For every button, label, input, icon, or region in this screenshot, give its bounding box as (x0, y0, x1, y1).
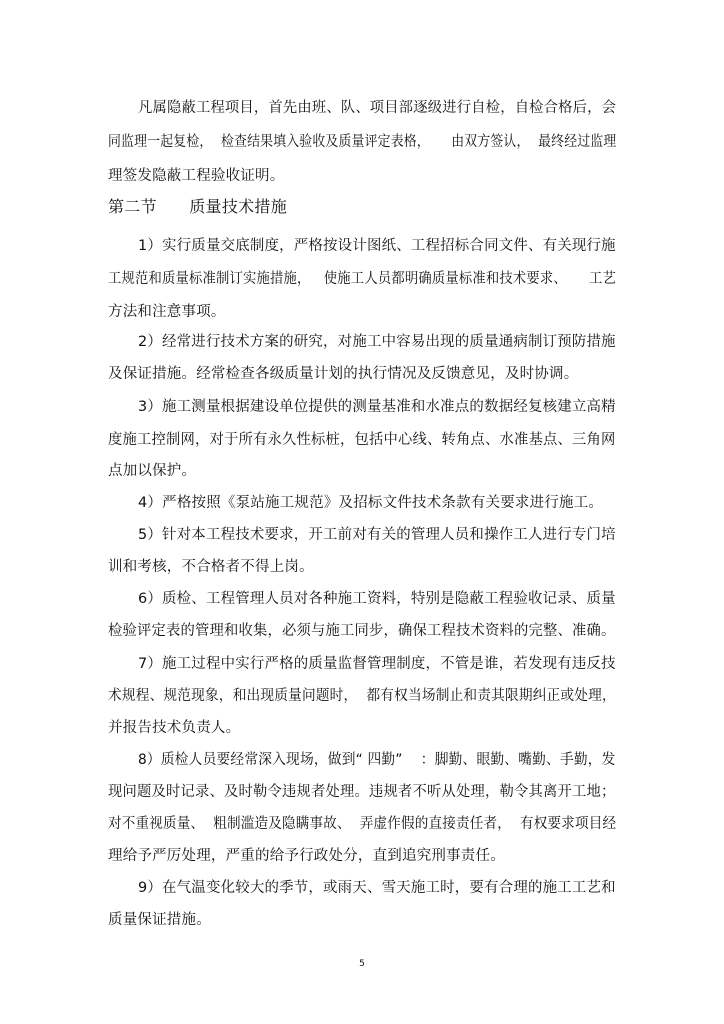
item-7-line-2: 术规程、规范现象，和出现质量问题时， 都有权当场制止和责其限期纠正或处理， (108, 688, 616, 704)
item-4-line-1: 4）严格按照《泵站施工规范》及招标文件技术条款有关要求进行施工。 (138, 495, 604, 511)
item-5-line-2: 训和考核，不合格者不得上岗。 (108, 559, 314, 575)
item-9-line-1: 9）在气温变化较大的季节，或雨天、雪天施工时，要有合理的施工工艺和 (138, 880, 616, 896)
item-8-line-1: 8）质检人员要经常深入现场，做到“ 四勤” ：脚勤、眼勤、嘴勤、手勤，发 (138, 752, 616, 768)
item-6-line-1: 6）质检、工程管理人员对各种施工资料，特别是隐蔽工程验收记录、质量 (138, 591, 616, 607)
item-6-line-2: 检验评定表的管理和收集，必须与施工同步，确保工程技术资料的完整、准确。 (108, 623, 616, 639)
intro-line-2: 同监理一起复检， 检查结果填入验收及质量评定表格， 由双方签认， 最终经过监理 (108, 134, 617, 150)
item-3-line-1: 3）施工测量根据建设单位提供的测量基准和水准点的数据经复核建立高精 (138, 399, 616, 415)
item-1-line-3: 方法和注意事项。 (108, 304, 226, 320)
item-1-line-2: 工规范和质量标准制订实施措施， 使施工人员都明确质量标准和技术要求、 工艺 (108, 271, 616, 287)
item-8-line-2: 现问题及时记录、及时勒令违规者处理。违规者不听从处理，勒令其离开工地； (108, 784, 616, 800)
item-1-line-1: 1）实行质量交底制度，严格按设计图纸、工程招标合同文件、有关现行施 (138, 238, 616, 254)
item-3-line-2: 度施工控制网，对于所有永久性标桩，包括中心线、转角点、水准基点、三角网 (108, 432, 616, 448)
section-heading: 第二节 质量技术措施 (108, 197, 288, 216)
item-8-line-4: 理给予严厉处理，严重的给予行政处分，直到追究刑事责任。 (108, 848, 505, 864)
item-9-line-2: 质量保证措施。 (108, 912, 211, 928)
item-8-line-3: 对不重视质量、 粗制滥造及隐瞒事故、 弄虚作假的直接责任者， 有权要求项目经 (108, 816, 617, 832)
item-2-line-1: 2）经常进行技术方案的研究，对施工中容易出现的质量通病制订预防措施 (138, 334, 616, 350)
page-number: 5 (359, 959, 365, 969)
item-3-line-3: 点加以保护。 (108, 463, 197, 479)
item-5-line-1: 5）针对本工程技术要求，开工前对有关的管理人员和操作工人进行专门培 (138, 527, 616, 543)
item-7-line-1: 7）施工过程中实行严格的质量监督管理制度，不管是谁，若发现有违反技 (138, 656, 616, 672)
item-2-line-2: 及保证措施。经常检查各级质量计划的执行情况及反馈意见，及时协调。 (108, 366, 579, 382)
intro-line-1: 凡属隐蔽工程项目，首先由班、队、项目部逐级进行自检，自检合格后，会 (138, 100, 617, 116)
intro-line-3: 理签发隐蔽工程验收证明。 (108, 168, 285, 184)
item-7-line-3: 并报告技术负责人。 (108, 720, 241, 736)
